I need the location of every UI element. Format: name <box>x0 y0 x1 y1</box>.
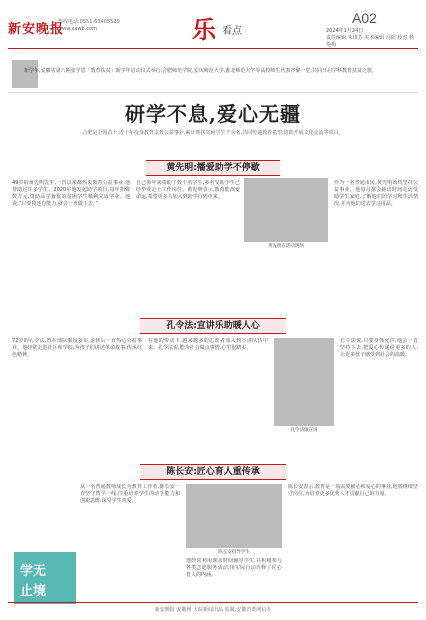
section-2-photo <box>274 338 334 426</box>
section-3-col3: 陈长安表示,教育是一项需要耐心和爱心的事业,他将继续坚守岗位,为培养更多优秀人才贡献自己的力量。 <box>288 484 418 497</box>
section-2-title: 孔令法:宣讲乐助暖人心 <box>140 318 286 334</box>
section-1-caption: 黄先明在活动现场 <box>268 244 304 249</box>
section-1-col3: 作为一名普通市民,黄先明始终坚持公益事业。他每月都会抽出时间走访受助学生家庭,了解他们的学习和生活情况,并为他们送去学习用品。 <box>334 180 418 207</box>
section-1-title: 黄先明:播爱助学不停歇 <box>146 160 280 176</box>
masthead-contact <box>58 19 120 33</box>
footer-rule <box>8 602 418 603</box>
sidebar-badge-line2: 止境 <box>20 584 47 599</box>
issue-date: 2024年1月24日 <box>326 28 364 34</box>
page-headline: 研学不息,爱心无疆 <box>125 102 301 126</box>
headline-deck: 合肥是全国首个,近十年投身教育支教公益事业,累计帮扶贫困学生千余名,共同传递教育希望,资助开展文化交流等项目。 <box>82 130 344 136</box>
section-3-col2: 他经常利用课余时间辅导学生,并积极参与各类志愿服务活动,用实际行动诠释了匠心育人的内涵。 <box>186 558 282 578</box>
intro-text: 新学年,安徽省第八期张学思「教育扶贫」新学年启动仪式举行,合肥师范学院,安庆师范大学,淮北师范大学等高校师生代表齐聚一堂,共同开启学科教育扶贫之旅。 <box>24 68 377 74</box>
sidebar-badge <box>14 552 76 604</box>
section-3-caption: 陈长安指导学生 <box>218 550 250 555</box>
masthead-rule <box>8 48 418 49</box>
section-mark-icon <box>190 14 220 44</box>
sidebar-badge-line1: 学无 <box>20 564 47 579</box>
section-2-col1: 72岁的孔令法,曾在部队服役多年,退休后一直热心公益事业。他经常走进社区和学校,为孩子们讲述革命故事,传承红色精神。 <box>12 338 142 358</box>
editor-line: 责任编辑 朱琪芳 美术编辑 冯阳 校对 杨艳梅 <box>326 35 414 48</box>
section-3-photo <box>186 484 282 548</box>
section-1-photo <box>244 178 328 242</box>
page-number: A02 <box>352 10 377 26</box>
date-info <box>326 28 416 49</box>
footer-credit: 新安晚报 安徽网 大皖新闻出品 监制:安徽省委网信办 <box>154 607 272 613</box>
section-2-col2: 在他的带动下,越来越多的志愿者加入到宣讲队伍中来。孔令法说,能为社会做点事情,心里很踏实。 <box>148 338 268 351</box>
website-text: www.xawb.com <box>58 26 97 32</box>
section-name: 看点 <box>222 26 242 37</box>
masthead-logo: 新安晚报 <box>8 22 65 37</box>
svg-text:乐: 乐 <box>192 15 216 44</box>
section-1-col2: 自己多年来资助了数十名学生,多名受助学生已经毕业走上工作岗位。黄先明表示,教育能改变命运,希望更多人加入到助学行列中来。 <box>136 180 240 200</box>
section-3-title: 陈长安:匠心育人重传承 <box>140 464 286 480</box>
section-3-col1: 从一名普通教师成长为教育工作者,陈长安一直坚守教学一线,注重培养学生的动手能力和创新思维,深受学生喜爱。 <box>80 484 180 504</box>
section-2-col3: 孔令法说,只要身体允许,他会一直坚持下去,把爱心传递给更多的人,让更多孩子感受到社会的温暖。 <box>340 338 418 358</box>
section-2-caption: 孔令法做宣讲 <box>290 428 318 433</box>
hotline-text: 热线电话:0551-63405520 <box>58 19 120 25</box>
section-1-col1: 49岁的黄先明先生,一直以来都热衷教育公益事业,他帮助过许多学生。2020年他发起助学项目,每年捐资数万元,资助品学兼优的贫困学生顺利完成学业。他说:“只要我还有能力,就会一直做下去。” <box>12 180 130 207</box>
